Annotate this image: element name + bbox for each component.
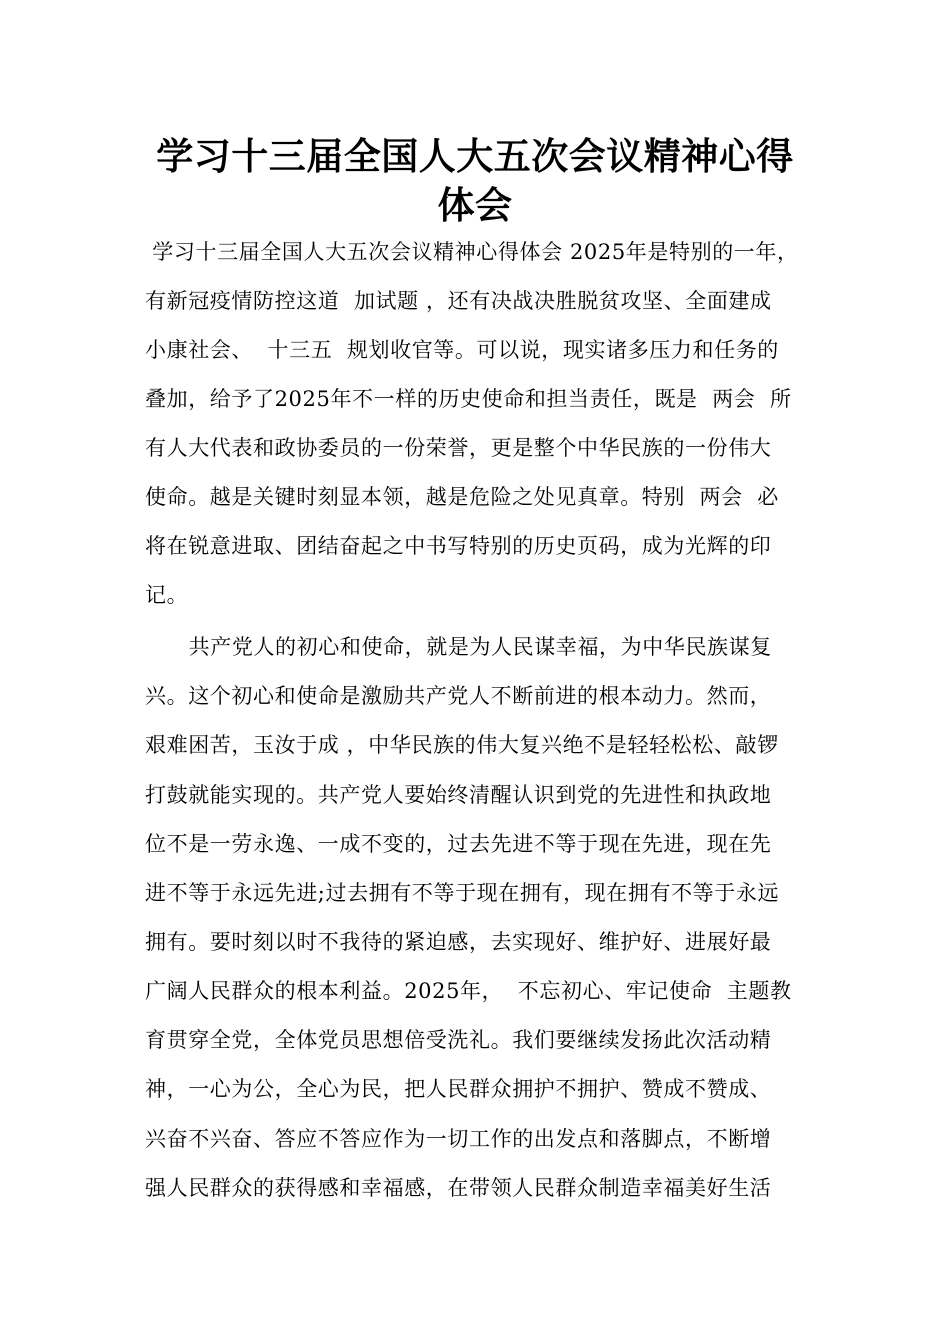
- body-line: 艰难困苦，玉汝于成 ，中华民族的伟大复兴绝不是轻轻松松、敲锣: [145, 733, 779, 757]
- body-line: 记。: [145, 583, 189, 607]
- body-line: 拥有。要时刻以时不我待的紧迫感，去实现好、维护好、进展好最: [145, 930, 772, 954]
- body-line: 兴奋不兴奋、答应不答应作为一切工作的出发点和落脚点，不断增: [145, 1127, 772, 1151]
- body-line: 打鼓就能实现的。共产党人要始终清醒认识到党的先进性和执政地: [145, 783, 772, 807]
- body-line: 小康社会、 十三五 规划收官等。可以说，现实诸多压力和任务的: [145, 338, 779, 362]
- body-line: 有新冠疫情防控这道 加试题 ，还有决战决胜脱贫攻坚、全面建成: [145, 289, 772, 313]
- document-title-line-1: 学习十三届全国人大五次会议精神心得: [156, 135, 794, 178]
- body-line: 进不等于永远先进;过去拥有不等于现在拥有，现在拥有不等于永远: [145, 881, 780, 905]
- body-line: 育贯穿全党，全体党员思想倍受洗礼。我们要继续发扬此次活动精: [145, 1028, 772, 1052]
- body-line: 共产党人的初心和使命，就是为人民谋幸福，为中华民族谋复: [145, 635, 772, 659]
- body-line: 有人大代表和政协委员的一份荣誉，更是整个中华民族的一份伟大: [145, 436, 772, 460]
- body-line: 将在锐意进取、团结奋起之中书写特别的历史页码，成为光辉的印: [145, 534, 772, 558]
- body-line: 叠加，给予了2025年不一样的历史使命和担当责任，既是 两会 所: [145, 387, 792, 411]
- body-line: 使命。越是关键时刻显本领，越是危险之处见真章。特别 两会 必: [145, 485, 779, 509]
- body-line: 兴。这个初心和使命是激励共产党人不断前进的根本动力。然而，: [145, 684, 772, 708]
- document-title-line-2: 体会: [437, 184, 513, 227]
- body-line: 学习十三届全国人大五次会议精神心得体会 2025年是特别的一年，: [145, 240, 799, 264]
- body-line: 强人民群众的获得感和幸福感，在带领人民群众制造幸福美好生活: [145, 1176, 772, 1200]
- body-line: 位不是一劳永逸、一成不变的，过去先进不等于现在先进，现在先: [145, 832, 772, 856]
- body-line: 广阔人民群众的根本利益。2025年， 不忘初心、牢记使命 主题教: [145, 979, 792, 1003]
- body-line: 神，一心为公，全心为民，把人民群众拥护不拥护、赞成不赞成、: [145, 1077, 772, 1101]
